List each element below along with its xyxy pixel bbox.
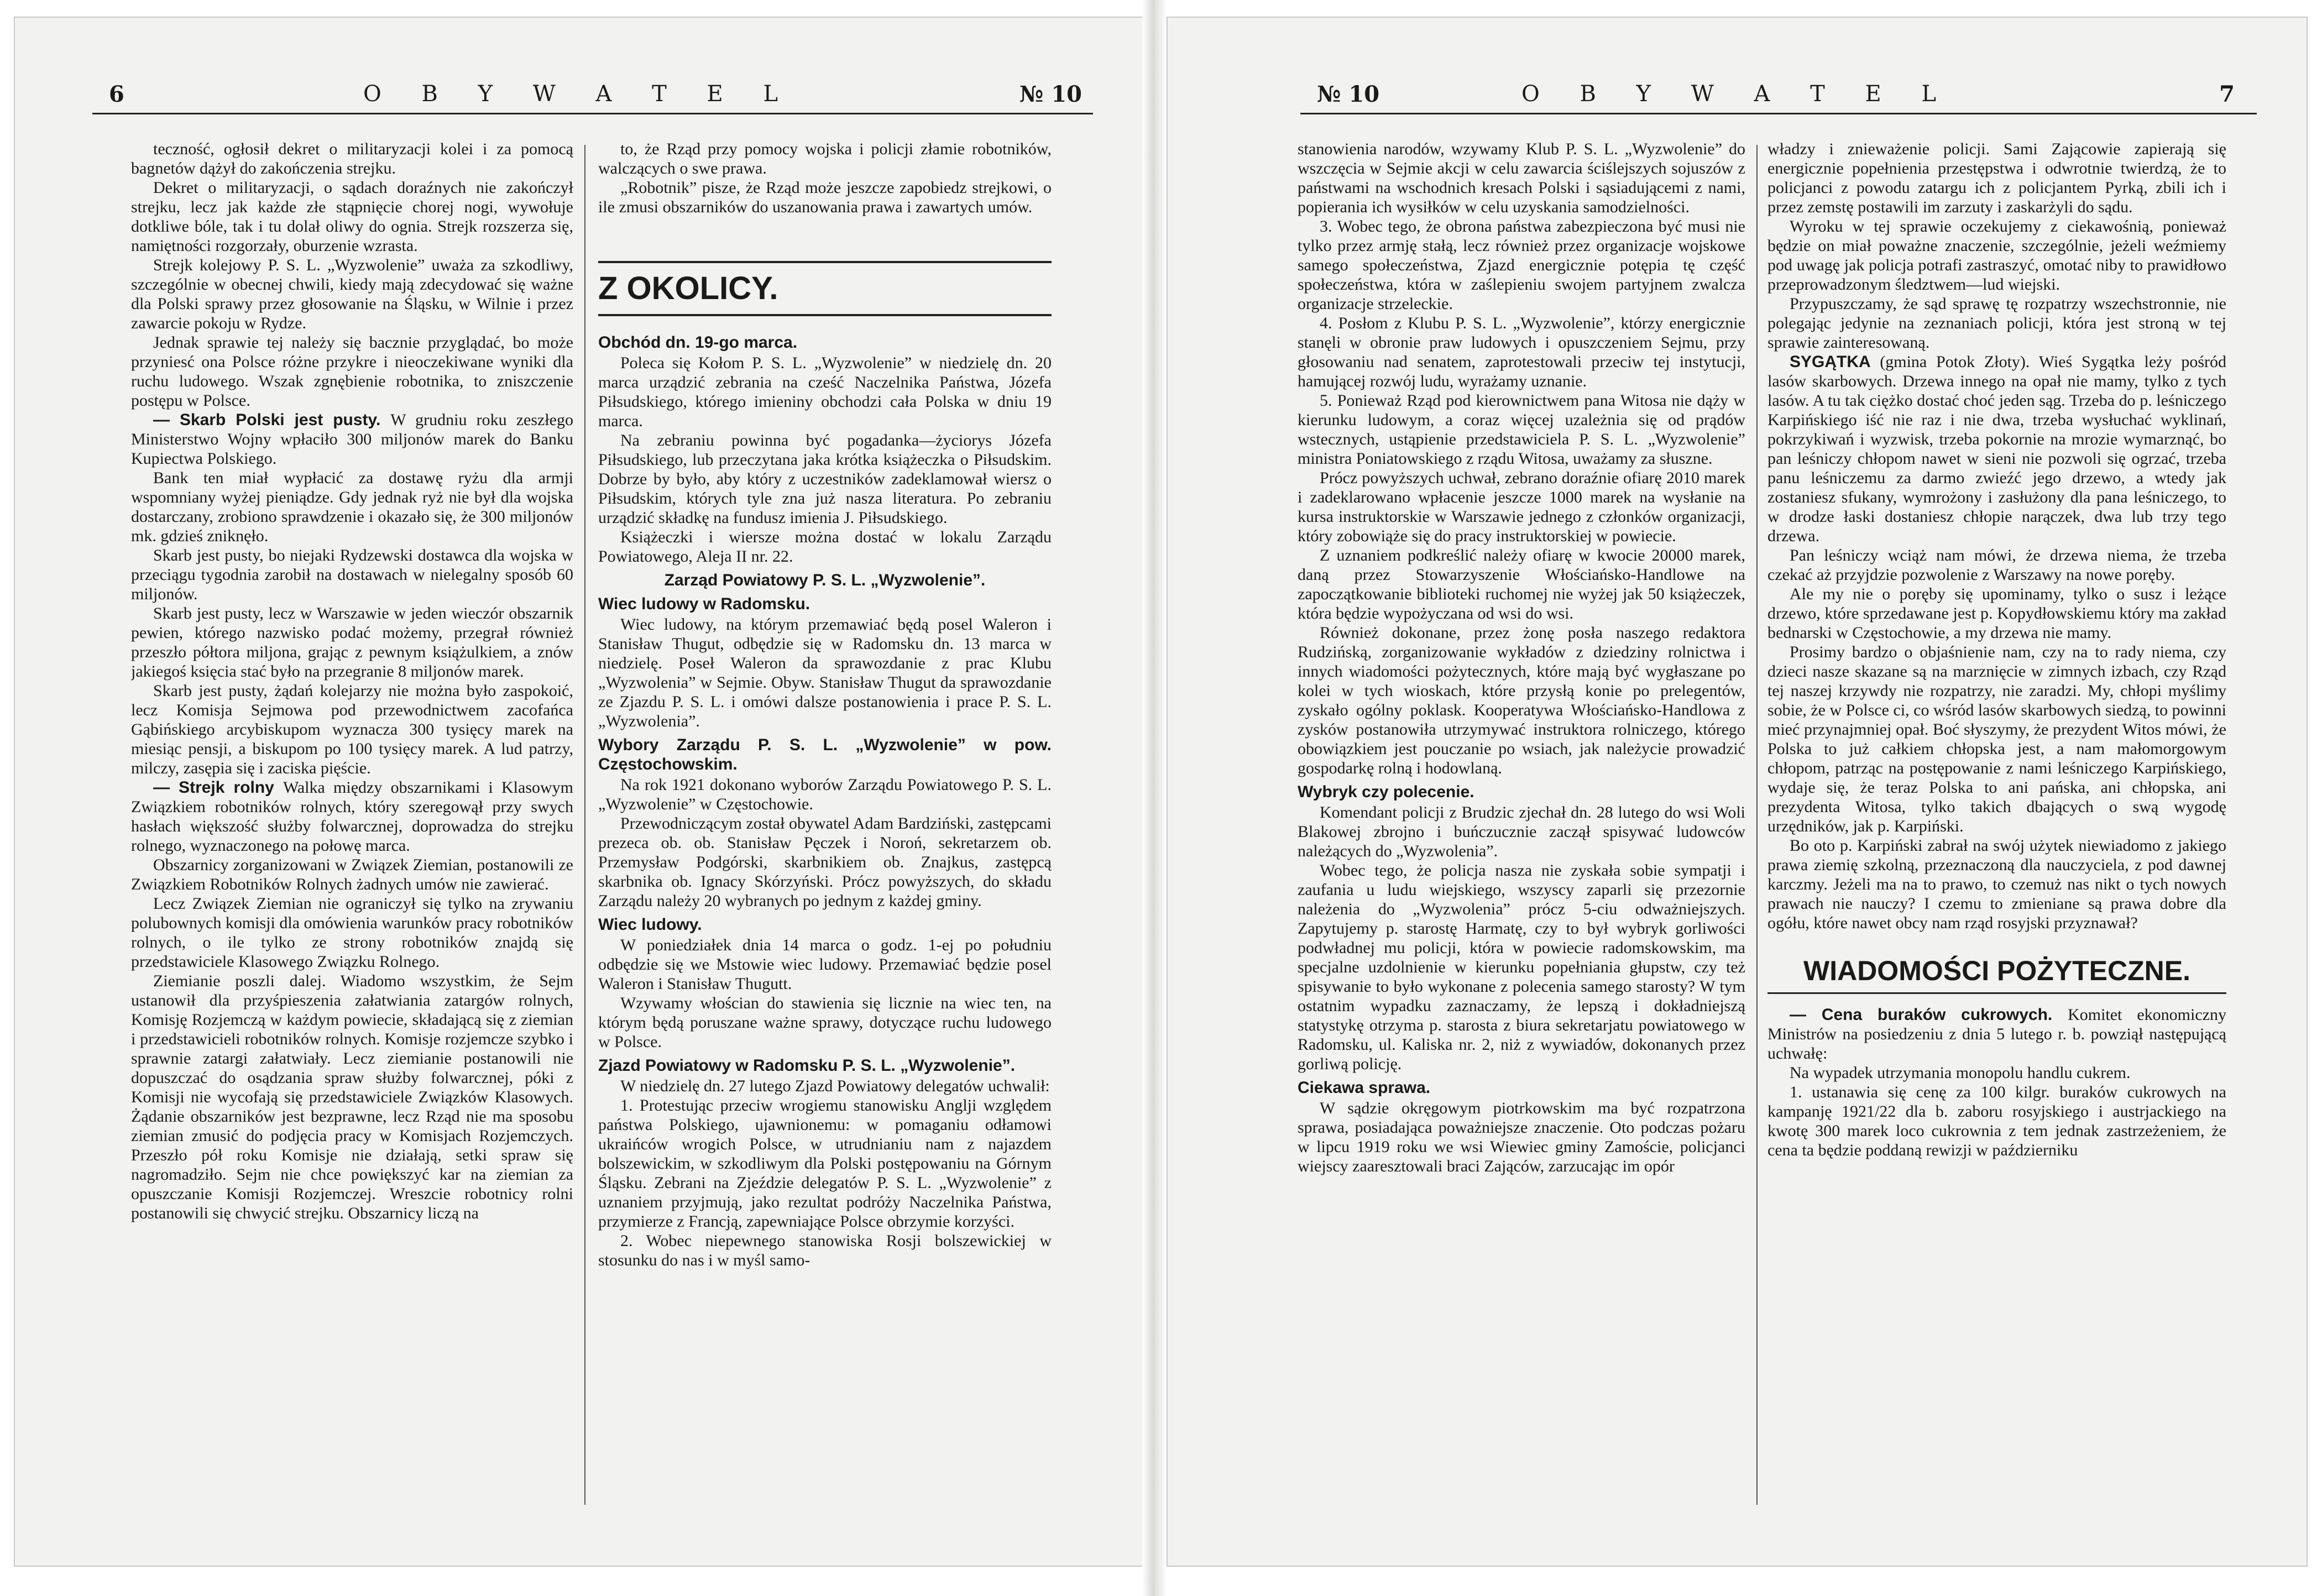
section-title-z-okolicy: Z OKOLICY. <box>598 261 1052 316</box>
article-paragraph: 3. Wobec tego, że obrona państwa zabezpieczona być musi nie tylko przez armję stałą, lecz również przez organizacje wojskowe samego społeczeństwa, Zjazd energicznie potępia tę część społeczeństwa, która w zaślepieniu swojem partyjnem zwalcza organizacje strzeleckie. <box>1298 217 1745 313</box>
article-paragraph: Pan leśniczy wciąż nam mówi, że drzewa niema, że trzeba czekać aż przyjdzie pozwolenie z Warszawy na nowe poręby. <box>1767 546 2226 584</box>
right-page-number: 7 <box>2219 81 2235 107</box>
article-paragraph: W niedzielę dn. 27 lutego Zjazd Powiatowy delegatów uchwalił: <box>620 1077 1050 1095</box>
article-paragraph: Przewodniczącym został obywatel Adam Bardziński, zastępcami prezeca ob. ob. Stanisław Pęczek i Noroń, sekretarzem ob. Przemysław Podgórski, skarbnikiem ob. Znajkus, zastępcą skarbnika ob. Ignacy Skórzyński. Prócz powyższych, do składu Zarządu należy 20 wybranych po jednym z każdej gminy. <box>598 814 1052 910</box>
left-column-2-continuation <box>598 139 1052 217</box>
article-paragraph: W sądzie okręgowym piotrkowskim ma być rozpatrzona sprawa, posiadająca poważniejsze znaczenie. Oto podczas pożaru w lipcu 1919 roku we wsi Wiewiec gminy Zamoście, policjanci wiejscy zaaresztowali braci Zająców, zarzucając im opór <box>1298 1099 1745 1175</box>
article-heading: Zjazd Powiatowy w Radomsku P. S. L. „Wyzwolenie”. <box>598 1056 1016 1075</box>
article-paragraph: władzy i znieważenie policji. Sami Zającowie zapierają się energicznie popełnienia przestępstwa i odwrotnie twierdzą, że to policjanci z powodu zatargu ich z policjantem Pyrką, zbili ich i przez zemstę postawili im zarzuty i zaskarżyli do sądu. <box>1767 140 2226 216</box>
right-page <box>1167 17 2308 1567</box>
article-paragraph: Bank ten miał wypłacić za dostawę ryżu dla armji wspomniany wyżej pieniądze. Gdy jednak ryż nie był dla wojska dostarczany, zrobiono sprawdzenie i okazało się, że 300 miljonów mk. gdzieś zniknęło. <box>131 469 573 545</box>
right-column-2-articles <box>1767 139 2226 933</box>
article-paragraph: 4. Posłom z Klubu P. S. L. „Wyzwolenie”, którzy energicznie stanęli w obronie praw ludowych i opuszczeniem Sejmu, przy głosowaniu nad senatem, zaprotestowali przeciw tej instytucji, hamującej rozwój ludu, wyrażamy uznanie. <box>1298 314 1745 390</box>
article-paragraph: Wzywamy włościan do stawienia się licznie na wiec ten, na którym będą poruszane ważne sprawy, dotyczące ruchu ludowego w Polsce. <box>598 994 1052 1051</box>
right-issue-number: № 10 <box>1317 81 1380 107</box>
article-paragraph: 2. Wobec niepewnego stanowiska Rosji bolszewickiej w stosunku do nas i w myśl samo- <box>598 1232 1052 1269</box>
article-paragraph: Na zebraniu powinna być pogadanka—życiorys Józefa Piłsudskiego, lub przeczytana jaka krótka książeczka o Piłsudskim. Dobrze by było, aby który z uczestników zadeklamował wiersz o Piłsudskim, których tyle zna już nasza literatura. Po zebraniu urządzić składkę na fundusz imienia J. Piłsudskiego. <box>598 431 1052 527</box>
right-column-divider <box>1756 145 1758 1505</box>
article-paragraph: Na wypadek utrzymania monopolu handlu cukrem. <box>1790 1064 2131 1082</box>
run-in-heading: — Strejk rolny <box>153 778 283 797</box>
article-paragraph: Skarb jest pusty, żądań kolejarzy nie można było zaspokoić, lecz Komisja Sejmowa pod przewodnictwem zacofańca Gąbińskiego arcybiskupom wyznacza 300 tysięcy marek na miesiąc pensji, a biskupom po 100 tysięcy marek. A lud patrzy, milczy, zasępia się i zaciska pięście. <box>131 682 573 777</box>
right-page-title: O B Y W A T E L <box>1521 81 1953 107</box>
right-column-1 <box>1298 139 1745 1510</box>
left-column-1 <box>131 139 573 1510</box>
run-in-heading: SYGĄTKA <box>1790 353 1880 371</box>
article-paragraph: Z uznaniem podkreślić należy ofiarę w kwocie 20000 marek, daną przez Stowarzyszenie Włościańsko-Handlowe na zapoczątkowanie biblioteki ruchomej nie wyżej jak 50 książeczek, która będzie wypożyczana od wsi do wsi. <box>1298 546 1745 622</box>
article-paragraph: teczność, ogłosił dekret o militaryzacji kolei i za pomocą bagnetów dążył do zakończenia strejku. <box>131 140 573 177</box>
article-heading: Wiec ludowy w Radomsku. <box>598 595 810 613</box>
article-paragraph: Wobec tego, że policja nasza nie zyskała sobie sympatji i zaufania u ludu wiejskiego, wszyscy zaparli się przezornie należenia do „Wyzwolenia” prócz 5-ciu odważniejszych. Zapytujemy p. starostę Harmatę, czy to był wybryk gorliwości podwładnej mu policji, która w powiecie radomskowskim, ma specjalne uzdolnienie w kierunku popełniania głupstw, czy też spisywanie to było wykonane z polecenia samego starosty? W tym ostatnim wypadku zaznaczamy, że lepszą i dokładniejszą statystykę otrzyma p. starosta z biura sekretarjatu powiatowego w Radomsku, ul. Kaliska nr. 2, niż z wywiadów, dokonanych przez gorliwą policję. <box>1298 861 1745 1073</box>
run-in-heading: — Cena buraków cukrowych. <box>1790 1006 2068 1024</box>
article-paragraph: Komendant policji z Brudzic zjechał dn. 28 lutego do wsi Woli Blakowej zbrojno i buńczucznie zaczął spisywać ludowców należących do „Wyzwolenia”. <box>1298 803 1745 860</box>
article-paragraph: Na rok 1921 dokonano wyborów Zarządu Powiatowego P. S. L. „Wyzwolenie” w Częstochowie. <box>598 776 1052 813</box>
run-in-heading: — Skarb Polski jest pusty. <box>153 411 391 429</box>
article-paragraph: Prócz powyższych uchwał, zebrano doraźnie ofiarę 2010 marek i zadeklarowano wpłacenie jeszcze 1000 marek na wysłanie na kursa instruktorskie w Warszawie jednego z członków organizacji, który zobowiąże się do pracy instruktorskiej w powiecie. <box>1298 469 1745 545</box>
article-paragraph: Ale my nie o poręby się upominamy, tylko o susz i leżące drzewo, które sprzedawane jest p. Kopydłowskiemu który ma zakład bednarski w Częstochowie, a my drzewa nie mamy. <box>1767 585 2226 642</box>
article-paragraph: Lecz Związek Ziemian nie ograniczył się tylko na zrywaniu polubownych komisji dla omówienia warunków pracy robotników rolnych, o ile tylko ze strony robotników znajdą się przedstawiciele Klasowego Związku Rolnego. <box>131 894 573 971</box>
article-paragraph: — Cena buraków cukrowych. Komitet ekonomiczny Ministrów na posiedzeniu z dnia 5 lutego r. b. powziął następującą uchwałę: <box>1767 1006 2226 1063</box>
wiadomosci-pozyteczne-articles <box>1767 1005 2226 1160</box>
article-paragraph: Bo oto p. Karpiński zabrał na swój użytek niewiadomo z jakiego prawa ziemię szkolną, przeznaczoną dla nauczyciela, z pod dawnej karczmy. Jeżeli ma na to prawo, to czemuż nas nikt o tych nowych prawach nie nauczy? I czemu to zmieniane są prawa dobre dla ogółu, które nawet obcy nam rząd rosyjski przyznawał? <box>1767 836 2226 932</box>
article-paragraph: stanowienia narodów, wzywamy Klub P. S. L. „Wyzwolenie” do wszczęcia w Sejmie akcji w celu zawarcia ściślejszych sojuszów z państwami na wschodnich kresach Polski i sąsiadującemi z nami, popierania ich wysiłków w celu uzyskania samodzielności. <box>1298 140 1745 216</box>
article-paragraph: Również dokonane, przez żonę posła naszego redaktora Rudzińską, zorganizowanie wykładów z dziedziny rolnictwa i innych wiadomości pożytecznych, które mają być wygłaszane po kolei w tych wioskach, które przysłą konie po prelegentów, zyskało ogólny poklask. Kooperatywa Włościańsko-Handlowa z zysków postanowiła utrzymywać instruktora rolniczego, którego obowiązkiem jest pouczanie po wsiach, jak należycie prowadzić gospodarkę rolną i hodowlaną. <box>1298 624 1745 777</box>
article-heading: Ciekawa sprawa. <box>1298 1079 1431 1097</box>
article-paragraph: Wyroku w tej sprawie oczekujemy z ciekawośnią, ponieważ będzie on miał poważne znaczenie, szczególnie, jeżeli weźmiemy pod uwagę jak policja potrafi zastraszyć, omotać niby to prawidłowo przeprowadzonym śledztwem—lud wiejski. <box>1767 217 2226 294</box>
article-paragraph: Obszarnicy zorganizowani w Związek Ziemian, postanowili ze Związkiem Robotników Rolnych żadnych umów nie zawierać. <box>131 856 573 893</box>
article-paragraph: „Robotnik” pisze, że Rząd może jeszcze zapobiedz strejkowi, o ile zmusi obszarników do uszanowania prawa i zawartych umów. <box>598 179 1052 216</box>
left-page-title: O B Y W A T E L <box>363 81 795 107</box>
article-paragraph: — Skarb Polski jest pusty. W grudniu roku zeszłego Ministerstwo Wojny wpłaciło 300 miljonów marek do Banku Kupiectwa Polskiego. <box>131 411 573 468</box>
article-paragraph: Jednak sprawie tej należy się bacznie przyglądać, bo może przyniesć ona Polsce różne przykre i nieoczekiwane wyniki dla ruchu ludowego. Wszak zgnębienie robotnika, to zniszczenie postępu w Polsce. <box>131 333 573 410</box>
article-paragraph: — Strejk rolny Walka między obszarnikami i Klasowym Związkiem robotników rolnych, który szeregowął przy swych hasłach większość służby folwarcznej, doprowadza do strejku rolnego, wyznaczonego na połowę marca. <box>131 778 573 855</box>
z-okolicy-articles <box>598 333 1052 1270</box>
article-heading: Obchód dn. 19-go marca. <box>598 333 798 352</box>
left-page <box>14 17 1144 1567</box>
left-column-2 <box>598 139 1052 1510</box>
article-paragraph: Skarb jest pusty, lecz w Warszawie w jeden wieczór obszarnik pewien, którego nazwisko podać możemy, przegrał również przeszło półtora miljona, grając z pewnym książulkiem, a znów jakiegoś księcia stać było na przegranie 8 miljonów marek. <box>131 604 573 681</box>
article-paragraph: Strejk kolejowy P. S. L. „Wyzwolenie” uważa za szkodliwy, szczególnie w obecnej chwili, kiedy mają zdecydować się ważne dla Polski sprawy przez głosowanie na Śląsku, w Wilnie i przez zawarcie pokoju w Rydze. <box>131 256 573 332</box>
article-paragraph: Poleca się Kołom P. S. L. „Wyzwolenie” w niedzielę dn. 20 marca urządzić zebrania na cześć Naczelnika Państwa, Józefa Piłsudskiego, którego imieniny obchodzi cała Polska w dniu 19 marca. <box>598 354 1052 430</box>
left-column-divider <box>584 145 585 1505</box>
article-heading: Wybory Zarządu P. S. L. „Wyzwolenie” w pow. Częstochowskim. <box>598 736 1052 773</box>
article-paragraph: SYGĄTKA (gmina Potok Złoty). Wieś Sygątka leży pośród lasów skarbowych. Drzewa innego na opał nie mamy, tylko z tych lasów. A tu tak ciężko dostać choć jeden sąg. Trzeba do p. leśniczego Karpińskiego iść nie raz i nie dwa, trzeba wysłuchać wyklinań, pokrzykiwań i wyzwisk, trzeba pokornie na mrozie wymarznąć, bo pan leśniczy chłopom nawet w sieni nie pozwoli się ogrzać, trzeba panu leśniczemu za darmo zwieźć jego drzewo, a wtedy jak zostaniesz sfukany, wymrożony i zasłużony dla pana leśniczego, to w drodze łaski dostaniesz chłopie narączek, dwa lub trzy tego drzewa. <box>1767 353 2226 545</box>
article-heading: Wiec ludowy. <box>598 915 702 934</box>
article-paragraph: Skarb jest pusty, bo niejaki Rydzewski dostawca dla wojska w przeciągu tygodnia zarobił na dostawach w nielegalny sposób 60 miljonów. <box>131 546 573 603</box>
left-header-rule <box>92 113 1093 114</box>
right-header-rule <box>1300 113 2257 114</box>
article-paragraph: Książeczki i wiersze można dostać w lokalu Zarządu Powiatowego, Aleja II nr. 22. <box>598 528 1052 566</box>
section-title-wiadomosci-pozyteczne: WIADOMOŚCI POŻYTECZNE. <box>1767 955 2226 994</box>
page-gutter <box>1142 0 1167 1596</box>
article-paragraph: Przypuszczamy, że sąd sprawę tę rozpatrzy wszechstronnie, nie polegając jedynie na zeznaniach policji, która jest stroną w tej sprawie zainteresowaną. <box>1767 295 2226 352</box>
article-heading: Zarząd Powiatowy P. S. L. „Wyzwolenie”. <box>664 571 986 589</box>
left-issue-number: № 10 <box>1019 81 1082 107</box>
article-paragraph: 1. ustanawia się cenę za 100 kilgr. buraków cukrowych na kampanję 1921/22 dla b. zaboru rosyjskiego i austrjackiego na kwotę 300 marek loco cukrownia z tem jednak zastrzeżeniem, że cena ta będzie poddaną rewizji w październiku <box>1767 1083 2226 1159</box>
left-page-number: 6 <box>109 81 124 107</box>
article-heading: Wybryk czy polecenie. <box>1298 783 1474 801</box>
article-paragraph: W poniedziałek dnia 14 marca o godz. 1-ej po południu odbędzie się we Mstowie wiec ludowy. Przemawiać będzie posel Waleron i Stanisław Thugutt. <box>598 936 1052 993</box>
article-paragraph: Ziemianie poszli dalej. Wiadomo wszystkim, że Sejm ustanowił dla przyśpieszenia załatwiania zatargów rolnych, Komisję Rozjemczą w każdym powiecie, składającą się z ziemian i przedstawicieli robotników rolnych. Komisje rozjemcze szybko i sprawnie zatargi załatwiały. Lecz ziemianie postanowili nie dopuszczać do osądzania spraw służby folwarcznej, póki z Komisji nie wycofają się przedstawiciele Związków Klasowych. Żądanie obszarników jest bezprawne, lecz Rząd nie ma sposobu ziemian zmusić do podjęcia pracy w Komisjach Rozjemczych. Przeszło pół roku Komisje nie działają, setki spraw się nagromadziło. Sejm nie chce powiększyć kar na ziemian za opuszczanie Komisji Rozjemczej. Wreszcie robotnicy rolni postanowili się chwycić strejku. Obszarnicy liczą na <box>131 972 573 1222</box>
article-paragraph: Prosimy bardzo o objaśnienie nam, czy na to rady niema, czy dzieci nasze skazane są na marznięcie w zimnych izbach, czy Rząd tej naszej krzywdy nie rozpatrzy, nie zaradzi. My, chłopi myślimy sobie, że w Polsce ci, co wśród lasów skarbowych siedzą, to powinni mieć przynajmniej opał. Boć słyszymy, że prezydent Witos mówi, że Polska to już całkiem chłopska jest, a nam małomorgowym chłopom, patrząc na postępowanie z nami leśniczego Karpińskiego, wydaje się, że teraz Polska to ani pańska, ani chłopska, ani prezydenta Witosa, tylko takich dbających o swą wygodę urzędników, jak p. Karpiński. <box>1767 643 2226 835</box>
article-paragraph: Dekret o militaryzacji, o sądach doraźnych nie zakończył strejku, lecz jak każde złe stąpnięcie chorej nogi, wywołuje dotkliwe bóle, tak i tu dolał oliwy do ognia. Strejk rozszerza się, namiętności rozgorzały, oburzenie wzrasta. <box>131 179 573 255</box>
article-paragraph: 1. Protestując przeciw wrogiemu stanowisku Anglji względem państwa Polskiego, ujawnionemu: w pomaganiu odłamowi ukraińców wrogich Polsce, w utrudnianiu nam z najazdem bolszewickim, w szkodliwym dla Polski postępowaniu na Górnym Śląsku. Zebrani na Zjeździe delegatów P. S. L. „Wyzwolenie” z uznaniem przyjmują, jako rezultat podróży Naczelnika Państwa, przymierze z Francją, zapewniające Polsce obrzymie korzyści. <box>598 1096 1052 1231</box>
article-paragraph: Wiec ludowy, na którym przemawiać będą posel Waleron i Stanisław Thugut, odbędzie się w Radomsku dn. 13 marca w niedzielę. Poseł Waleron da sprawozdanie z prac Klubu „Wyzwolenia” w Sejmie. Obyw. Stanisław Thugut da sprawozdanie ze Zjazdu P. S. L. i omówi dalsze postanowienia i prace P. S. L. „Wyzwolenia”. <box>598 615 1052 730</box>
article-paragraph: 5. Ponieważ Rząd pod kierownictwem pana Witosa nie dąży w kierunku ludowym, a coraz więcej uzależnia się od prądów wstecznych, ustąpienie przedstawiciela P. S. L. „Wyzwolenie” ministra Poniatowskiego z rządu Witosa, uważamy za słuszne. <box>1298 391 1745 468</box>
right-column-2 <box>1767 139 2226 1510</box>
article-paragraph: to, że Rząd przy pomocy wojska i policji złamie robotników, walczących o swe prawa. <box>598 140 1052 177</box>
